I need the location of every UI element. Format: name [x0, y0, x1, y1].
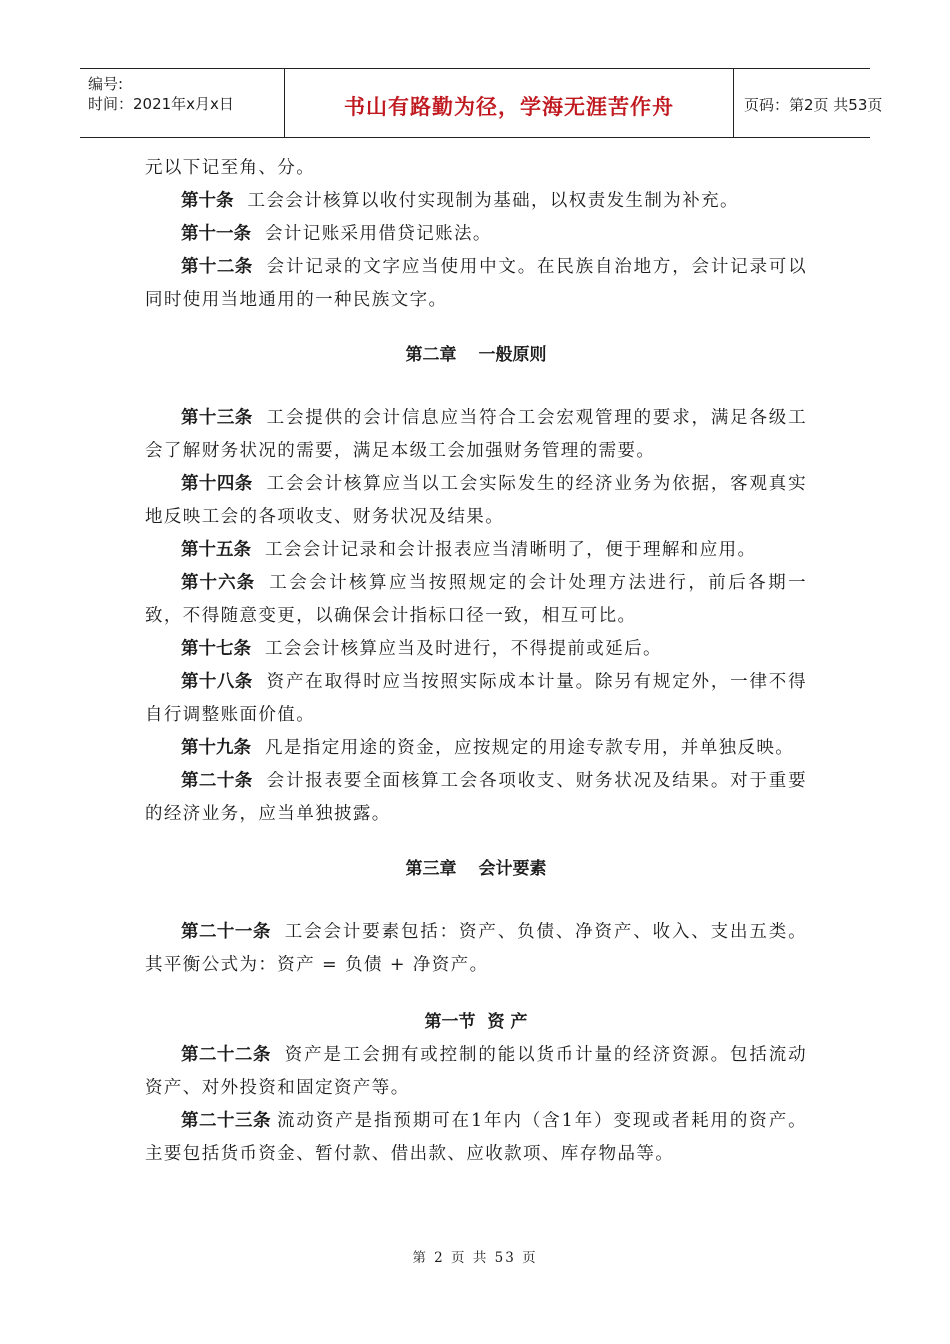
article-text: 资产在取得时应当按照实际成本计量。除另有规定外，一律不得自行调整账面价值。 [145, 672, 807, 725]
article-number: 第二十三条 [181, 1111, 272, 1131]
article-number: 第十九条 [181, 738, 251, 758]
article-21 [145, 916, 807, 982]
article-text: 工会提供的会计信息应当符合工会宏观管理的要求，满足各级工会了解财务状况的需要，满足本级工会加强财务管理的需要。 [145, 408, 807, 461]
article-16 [145, 567, 807, 633]
article-19 [145, 732, 807, 765]
article-text: 工会会计核算应当以工会实际发生的经济业务为依据，客观真实地反映工会的各项收支、财务状况及结果。 [145, 474, 807, 527]
article-text: 流动资产是指预期可在1年内（含1年）变现或者耗用的资产。主要包括货币资金、暂付款、借出款、应收款项、库存物品等。 [145, 1111, 808, 1164]
document-header [80, 68, 883, 138]
article-number: 第十五条 [181, 540, 251, 560]
article-text: 会计记账采用借贷记账法。 [265, 224, 492, 244]
chapter-3-heading [145, 853, 807, 886]
article-number: 第二十条 [181, 771, 253, 791]
article-12 [145, 251, 807, 317]
page-footer: 第 2 页 共 53 页 [412, 1250, 538, 1266]
article-text: 工会会计要素包括：资产、负债、净资产、收入、支出五类。其平衡公式为：资产 = 负债 + 净资产。 [145, 922, 807, 975]
article-text: 会计报表要全面核算工会各项收支、财务状况及结果。对于重要的经济业务，应当单独披露。 [145, 771, 807, 824]
article-15 [145, 534, 807, 567]
header-meta-cell [80, 69, 284, 137]
article-11 [145, 218, 807, 251]
article-number: 第十六条 [181, 573, 256, 593]
article-18 [145, 666, 807, 732]
article-14 [145, 468, 807, 534]
article-number: 第十四条 [181, 474, 253, 494]
serial-label: 编号: [88, 75, 124, 93]
chapter-number: 第三章 [405, 859, 457, 879]
article-number: 第十条 [181, 191, 234, 211]
article-13 [145, 402, 807, 468]
article-text: 会计记录的文字应当使用中文。在民族自治地方，会计记录可以同时使用当地通用的一种民族文字。 [145, 257, 807, 310]
article-number: 第十三条 [181, 408, 253, 428]
article-number: 第十二条 [181, 257, 253, 277]
article-number: 第十八条 [181, 672, 253, 692]
article-number: 第十七条 [181, 639, 251, 659]
chapter-2-heading [145, 339, 807, 372]
chapter-title: 一般原则 [478, 345, 547, 365]
article-text: 工会会计核算应当按照规定的会计处理方法进行，前后各期一致，不得随意变更，以确保会计指标口径一致，相互可比。 [145, 573, 807, 626]
article-17 [145, 633, 807, 666]
article-23 [145, 1105, 807, 1171]
article-number: 第二十一条 [181, 922, 271, 942]
article-text: 资产是工会拥有或控制的能以货币计量的经济资源。包括流动资产、对外投资和固定资产等。 [145, 1045, 807, 1098]
article-text: 工会会计核算应当及时进行，不得提前或延后。 [265, 639, 662, 659]
article-10 [145, 185, 807, 218]
article-number: 第十一条 [181, 224, 251, 244]
chapter-number: 第二章 [405, 345, 457, 365]
article-22 [145, 1039, 807, 1105]
date-label: 时间：2021年x月x日 [88, 95, 234, 113]
header-page-cell [736, 69, 883, 137]
article-text: 凡是指定用途的资金，应按规定的用途专款专用，并单独反映。 [265, 738, 795, 758]
motto-text: 书山有路勤为径，学海无涯苦作舟 [344, 95, 674, 119]
article-number: 第二十二条 [181, 1045, 271, 1065]
article-text: 工会会计核算以收付实现制为基础，以权责发生制为补充。 [247, 191, 739, 211]
section-title: 资 产 [487, 1012, 528, 1032]
page-code: 页码：第2页 共53页 [744, 96, 883, 114]
article-text: 工会会计记录和会计报表应当清晰明了，便于理解和应用。 [265, 540, 757, 560]
article-20 [145, 765, 807, 831]
section-1-heading [145, 1006, 807, 1039]
header-motto-cell [284, 69, 734, 137]
section-number: 第一节 [424, 1012, 476, 1032]
paragraph-continued: 元以下记至角、分。 [145, 158, 316, 178]
chapter-title: 会计要素 [478, 859, 547, 879]
document-body [145, 152, 807, 1171]
